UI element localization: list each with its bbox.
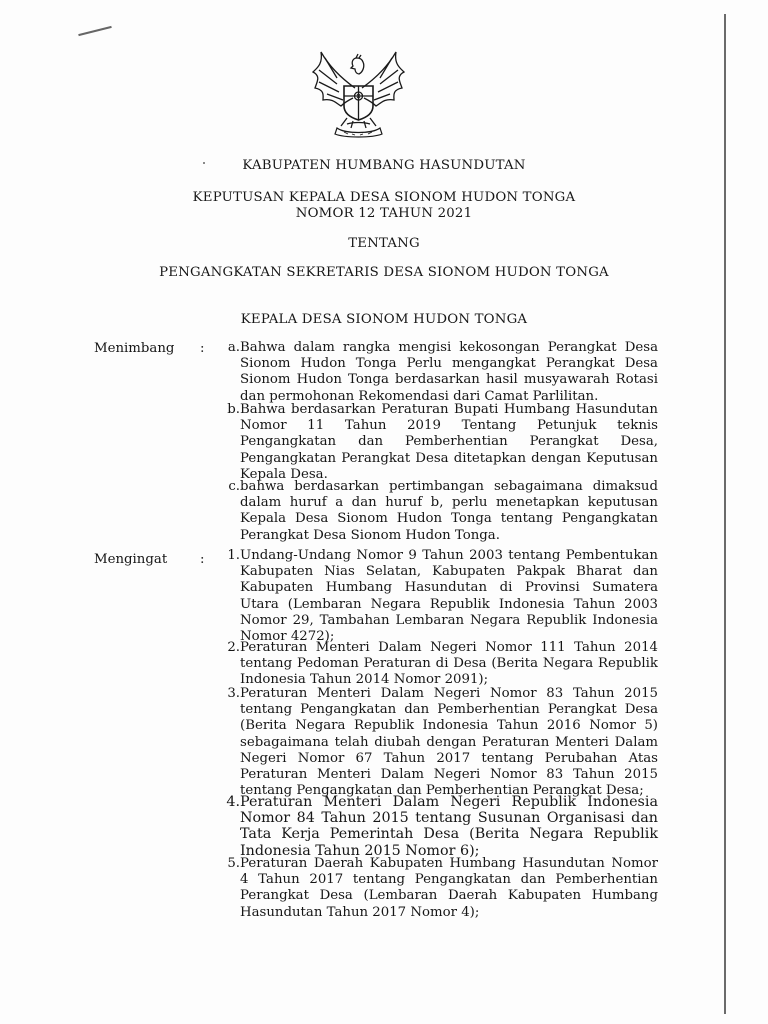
menimbang-label: Menimbang [94, 341, 175, 356]
list-marker: 5. [227, 856, 240, 871]
list-item-text: bahwa berdasarkan pertimbangan sebagaimana dimaksud dalam huruf a dan huruf b, perlu menetapkan keputusan Kepala Desa Sionom Hudon Tonga tentang Pengangkatan Perangkat Desa Sionom Hudon Tonga. [240, 479, 658, 543]
regency-heading: KABUPATEN HUMBANG HASUNDUTAN [242, 158, 526, 173]
authority-heading: KEPALA DESA SIONOM HUDON TONGA [240, 312, 528, 327]
menimbang-item-a [218, 340, 658, 405]
list-marker: b. [227, 402, 240, 417]
list-item-text: Bahwa dalam rangka mengisi kekosongan Perangkat Desa Sionom Hudon Tonga Perlu mengangkat Perangkat Desa Sionom Hudon Tonga berdasarkan hasil musyawarah Rotasi dan permohonan Rekomendasi dari Camat Parlilitan. [240, 340, 658, 404]
list-marker: 4. [226, 794, 240, 810]
list-marker: 1. [227, 548, 240, 563]
list-item-text: Undang-Undang Nomor 9 Tahun 2003 tentang Pembentukan Kabupaten Nias Selatan, Kabupaten Pakpak Bharat dan Kabupaten Humbang Hasundutan di Provinsi Sumatera Utara (Lembaran Negara Republik Indonesia Tahun 2003 Nomor 29, Tambahan Lembaran Negara Republik Indonesia Nomor 4272); [240, 548, 658, 645]
about-heading: TENTANG [348, 236, 420, 251]
mengingat-item-2 [218, 640, 658, 689]
list-marker: 3. [227, 686, 240, 701]
mengingat-label: Mengingat [94, 552, 168, 567]
menimbang-item-c [218, 479, 658, 544]
menimbang-colon: : [200, 341, 205, 356]
mengingat-item-4 [218, 794, 658, 859]
menimbang-item-b [218, 402, 658, 483]
decree-title: KEPUTUSAN KEPALA DESA SIONOM HUDON TONGA [192, 190, 576, 205]
garuda-emblem-icon [311, 48, 406, 138]
list-item-text: Bahwa berdasarkan Peraturan Bupati Humbang Hasundutan Nomor 11 Tahun 2019 Tentang Petunjuk teknis Pengangkatan dan Pemberhentian Perangkat Desa, Pengangkatan Perangkat Desa ditetapkan dengan Keputusan Kepala Desa. [240, 402, 658, 482]
list-marker: c. [228, 479, 240, 494]
mengingat-item-5 [218, 856, 658, 921]
mengingat-colon: : [200, 552, 205, 567]
list-marker: a. [227, 340, 240, 355]
mengingat-item-1 [218, 548, 658, 645]
list-item-text: Peraturan Daerah Kabupaten Humbang Hasundutan Nomor 4 Tahun 2017 tentang Pengangkatan dan Pemberhentian Perangkat Desa (Lembaran Daerah Kabupaten Humbang Hasundutan Tahun 2017 Nomor 4); [240, 856, 658, 920]
list-item-text: Peraturan Menteri Dalam Negeri Republik Indonesia Nomor 84 Tahun 2015 tentang Susunan Organisasi dan Tata Kerja Pemerintah Desa (Berita Negara Republik Indonesia Tahun 2015 Nomor 6); [240, 794, 658, 859]
list-item-text: Peraturan Menteri Dalam Negeri Nomor 111 Tahun 2014 tentang Pedoman Peraturan di Desa (Berita Negara Republik Indonesia Tahun 2014 Nomor 2091); [240, 640, 658, 688]
decree-number: NOMOR 12 TAHUN 2021 [295, 206, 473, 221]
scan-mark [78, 26, 111, 36]
list-item-text: Peraturan Menteri Dalam Negeri Nomor 83 Tahun 2015 tentang Pengangkatan dan Pemberhentian Perangkat Desa (Berita Negara Republik Indonesia Tahun 2016 Nomor 5) sebagaimana telah diubah dengan Peraturan Menteri Dalam Negeri Nomor 67 Tahun 2017 tentang Perubahan Atas Peraturan Menteri Dalam Negeri Nomor 83 Tahun 2015 tentang Pengangkatan dan Pemberhentian Perangkat Desa; [240, 686, 658, 799]
mengingat-item-3 [218, 686, 658, 799]
list-marker: 2. [227, 640, 240, 655]
decree-subject: PENGANGKATAN SEKRETARIS DESA SIONOM HUDON TONGA [159, 265, 609, 280]
